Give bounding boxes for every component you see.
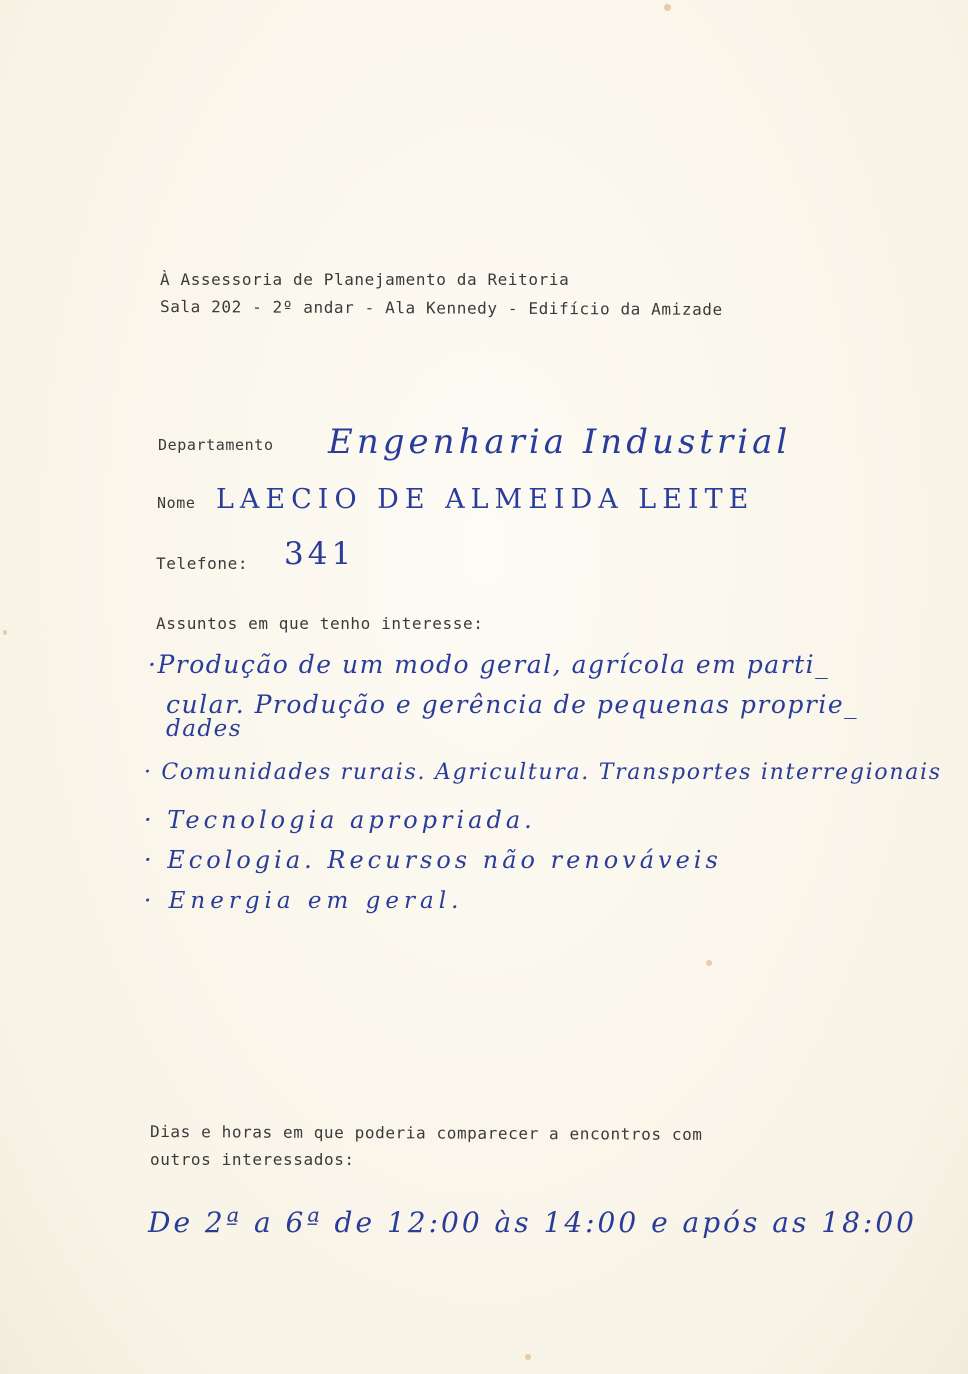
departamento-value: Engenharia Industrial [328, 422, 792, 462]
dias-label-line-2: outros interessados: [150, 1150, 355, 1169]
telefone-label: Telefone: [156, 554, 249, 573]
address-line-1: À Assessoria de Planejamento da Reitoria [160, 270, 570, 289]
paper-speck [664, 4, 671, 11]
nome-label: Nome [157, 494, 196, 512]
assuntos-label: Assuntos em que tenho interesse: [156, 614, 484, 633]
paper-speck [525, 1354, 531, 1360]
dias-label-line-1: Dias e horas em que poderia comparecer a encontros com [149, 1122, 703, 1144]
address-line-2: Sala 202 - 2º andar - Ala Kennedy - Edifício da Amizade [159, 297, 723, 319]
interest-line-4: · Comunidades rurais. Agricultura. Transportes interregionais [144, 760, 942, 785]
paper-speck [706, 960, 712, 966]
interest-line-3: dades [166, 716, 243, 742]
interest-line-7: · Energia em geral. [144, 888, 464, 914]
interest-line-2: cular. Produção e gerência de pequenas proprie_ [166, 690, 859, 719]
interest-line-1: ·Produção de um modo geral, agrícola em parti_ [148, 650, 830, 679]
paper-speck [3, 630, 7, 635]
dias-value: De 2ª a 6ª de 12:00 às 14:00 e após as 18:00 [148, 1206, 917, 1239]
interest-line-6: · Ecologia. Recursos não renováveis [144, 846, 722, 874]
telefone-value: 341 [284, 536, 356, 572]
departamento-label: Departamento [158, 436, 274, 454]
interest-line-5: · Tecnologia apropriada. [144, 806, 536, 834]
nome-value: LAECIO DE ALMEIDA LEITE [216, 484, 755, 515]
